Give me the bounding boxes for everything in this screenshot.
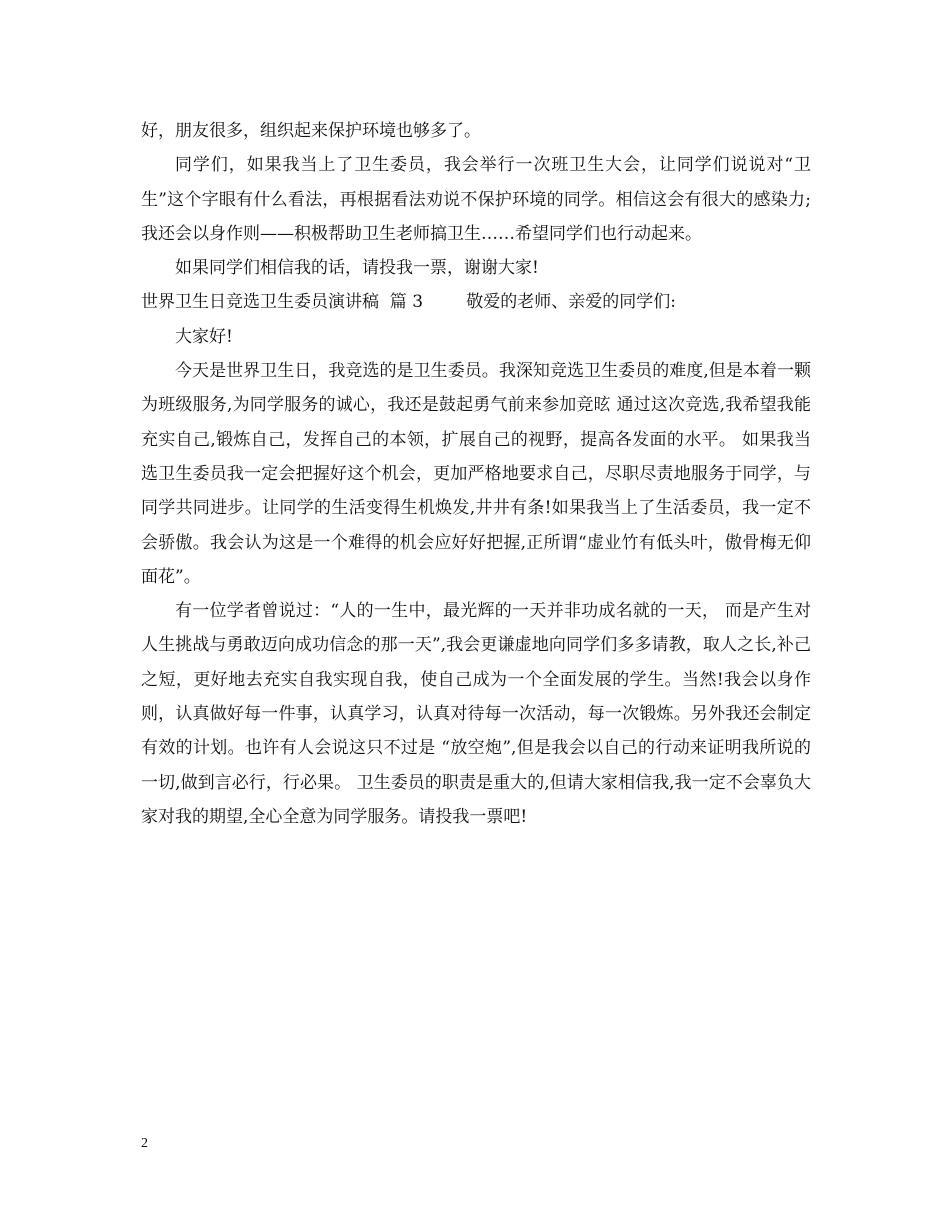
paragraph-introduction: 今天是世界卫生日，我竞选的是卫生委员。我深知竞选卫生委员的难度,但是本着一颗为班级服务,为同学服务的诚心，我还是鼓起勇气前来参加竞昡 通过这次竞选,我希望我能充实自己,锻炼自己，发挥自己的本领，扩展自己的视野，提高各发面的水平。 如果我当选卫生委员我一定会把握好这个机会，更加严格地要求自己，尽职尽责地服务于同学，与同学共同进步。让同学的生活变得生机焕发,井井有条!如果我当上了生活委员，我一定不会骄傲。我会认为这是一个难得的机会应好好把握,正所谓“虚业竹有低头叶，傲骨梅无仰面花”。 bbox=[141, 361, 811, 587]
paragraph-continuation: 好，朋友很多，组织起来保护环境也够多了。 bbox=[141, 121, 481, 141]
page-number: 2 bbox=[141, 1136, 148, 1151]
paragraph-greeting: 大家好! bbox=[175, 326, 233, 347]
section-heading: 世界卫生日竞选卫生委员演讲稿 篇 3 敬爱的老师、亲爱的同学们: bbox=[141, 292, 676, 313]
paragraph-vote-request: 如果同学们相信我的话，请投我一票，谢谢大家! bbox=[175, 258, 539, 279]
paragraph-plan: 同学们，如果我当上了卫生委员，我会举行一次班卫生大会，让同学们说说对“卫生”这个字眼有什么看法，再根据看法劝说不保护环境的同学。相信这会有很大的感染力;我还会以身作则——积极帮助卫生老师搞卫生……希望同学们也行动起来。 bbox=[141, 155, 811, 244]
paragraph-commitment: 有一位学者曾说过：“人的一生中，最光辉的一天并非功成名就的一天， 而是产生对人生挑战与勇敢迈向成功信念的那一天”,我会更谦虚地向同学们多多请教，取人之长,补己之短，更好地去充实自我实现自我，使自己成为一个全面发展的学生。当然!我会以身作则，认真做好每一件事，认真学习，认真对待每一次活动，每一次锻炼。另外我还会制定有效的计划。也许有人会说这只不过是 “放空炮”,但是我会以自己的行动来证明我所说的一切,做到言必行，行必果。 卫生委员的职责是重大的,但请大家相信我,我一定不会辜负大家对我的期望,全心全意为同学服务。请投我一票吧! bbox=[141, 601, 811, 827]
document-body bbox=[141, 114, 811, 834]
